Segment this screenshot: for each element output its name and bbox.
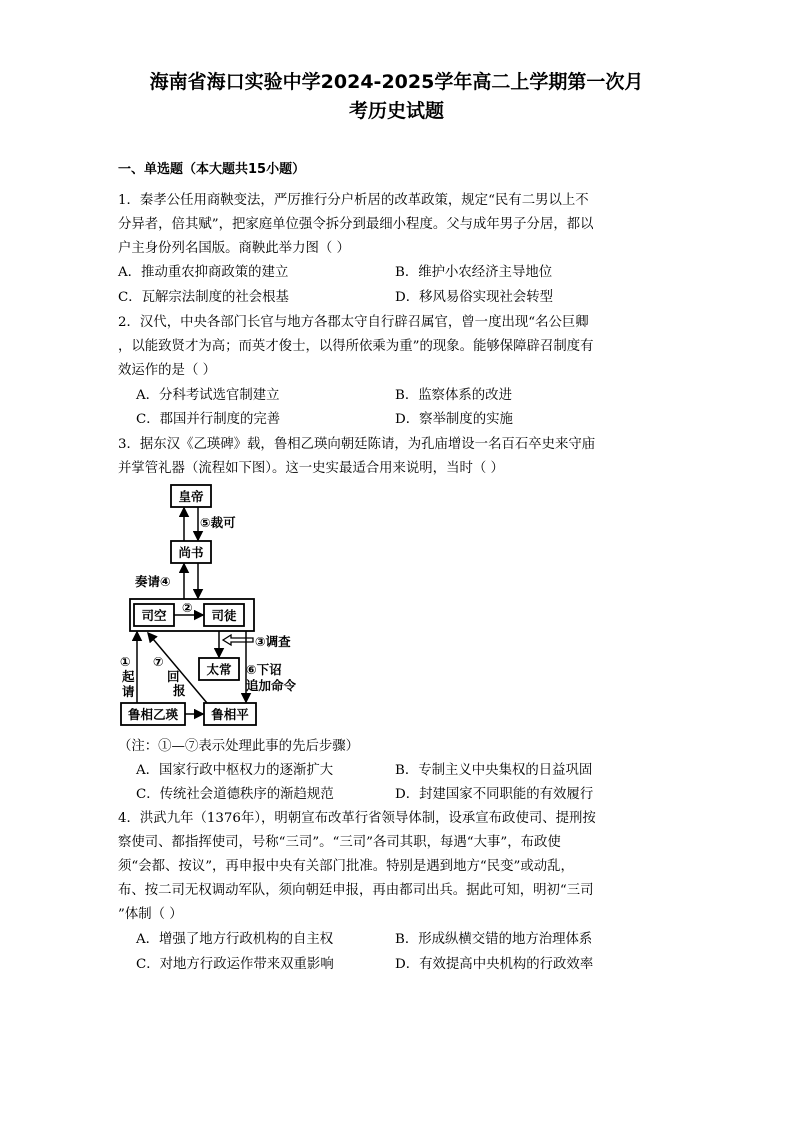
q4-stem-line-3: 须“会都、按议”，再申报中央有关部门批准。特别是遇到地方“民变”或动乱， — [118, 859, 574, 874]
q4-option-d: D．有效提高中央机构的行政效率 — [395, 957, 594, 972]
box-huangdi — [171, 485, 211, 507]
label-step6-a: ⑥下诏 — [246, 662, 282, 677]
label-step5: ⑤裁可 — [200, 515, 236, 530]
label-step1-num: ① — [120, 654, 131, 669]
q3-stem-line-2: 并掌管礼器（流程如下图）。这一史实最适合用来说明，当时（ ） — [118, 461, 504, 476]
label-step1-a: 起 — [122, 669, 135, 684]
label-sikong: 司空 — [141, 608, 167, 623]
label-taichang: 太常 — [206, 662, 232, 677]
q4-stem-line-4: 布、按二司无权调动军队，须向朝廷申报，再由都司出兵。据此可知，明初“三司 — [118, 883, 594, 898]
q3-option-a: A．国家行政中枢权力的逐渐扩大 — [136, 763, 334, 778]
label-step1-b: 请 — [122, 684, 135, 699]
box-shangshu — [171, 541, 211, 563]
label-luxiang-ping: 鲁相平 — [211, 707, 249, 722]
label-luxiang-yiying: 鲁相乙瑛 — [127, 707, 179, 722]
q2-option-b: B．监察体系的改进 — [395, 388, 512, 403]
box-luxiang-yiying — [121, 703, 185, 725]
q4-option-c: C．对地方行政运作带来双重影响 — [136, 957, 334, 972]
q4-stem-line-2: 察使司、都指挥使司，号称“三司”。“三司”各司其职，每遇“大事”，布政使 — [118, 835, 561, 850]
label-shangshu: 尚书 — [178, 545, 204, 560]
q1-stem-line-3: 户主身份列名国版。商鞅此举力图（ ） — [118, 241, 350, 256]
box-taichang — [199, 658, 239, 680]
q2-option-d: D．察举制度的实施 — [395, 412, 513, 427]
q4-option-b: B．形成纵横交错的地方治理体系 — [395, 932, 593, 947]
q4-stem-line-1: 4．洪武九年（1376年），明朝宣布改革行省领导体制，设承宣布政使司、提刑按 — [118, 811, 596, 826]
q1-option-a: A．推动重农抑商政策的建立 — [118, 265, 289, 280]
q2-stem-line-2: ，以能致贤才为高；而英才俊士，以得所依乘为重”的现象。能够保障辟召制度有 — [118, 339, 594, 354]
q2-stem-line-1: 2．汉代，中央各部门长官与地方各郡太守自行辟召属官，曾一度出现“名公巨卿 — [118, 315, 589, 330]
section-heading: 一、单选题（本大题共15小题） — [118, 162, 306, 177]
box-luxiang-ping — [204, 703, 256, 725]
box-situ — [204, 604, 244, 626]
q3-flow-diagram — [115, 482, 315, 732]
q2-option-a: A．分科考试选官制建立 — [136, 388, 280, 403]
q3-stem-line-1: 3．据东汉《乙瑛碑》载，鲁相乙瑛向朝廷陈请，为孔庙增设一名百石卒史来守庙 — [118, 437, 596, 452]
q3-option-b: B．专制主义中央集权的日益巩固 — [395, 763, 593, 778]
label-step4: 奏请④ — [135, 574, 171, 589]
label-situ: 司徒 — [211, 608, 237, 623]
label-step3: ③调查 — [255, 634, 291, 649]
q1-option-c: C．瓦解宗法制度的社会根基 — [118, 290, 289, 305]
q2-option-c: C．郡国并行制度的完善 — [136, 412, 281, 427]
label-huangdi: 皇帝 — [178, 489, 204, 504]
label-step7-b: 报 — [173, 683, 186, 698]
q4-option-a: A．增强了地方行政机构的自主权 — [136, 932, 334, 947]
q1-stem-line-1: 1．秦孝公任用商鞅变法，严厉推行分户析居的改革政策，规定“民有二男以上不 — [118, 193, 589, 208]
q3-option-c: C．传统社会道德秩序的渐趋规范 — [136, 787, 334, 802]
label-step6-b: 追加命令 — [246, 678, 297, 693]
q2-stem-line-3: 效运作的是（ ） — [118, 363, 216, 378]
exam-title-line-2: 考历史试题 — [348, 100, 444, 122]
label-step7-num: ⑦ — [153, 654, 164, 669]
q1-option-b: B．维护小农经济主导地位 — [395, 265, 553, 280]
q3-option-d: D．封建国家不同职能的有效履行 — [395, 787, 594, 802]
arrow-investigate — [223, 635, 253, 645]
q3-note: （注：①—⑦表示处理此事的先后步骤） — [118, 739, 360, 754]
label-step2: ② — [182, 600, 193, 615]
exam-title-line-1: 海南省海口实验中学2024-2025学年高二上学期第一次月 — [149, 71, 644, 93]
q1-option-d: D．移风易俗实现社会转型 — [395, 290, 554, 305]
label-step7-a: 回 — [167, 669, 180, 684]
box-sikong — [134, 604, 174, 626]
q4-stem-line-5: ”体制（ ） — [118, 907, 183, 922]
q1-stem-line-2: 分异者，倍其赋”，把家庭单位强令拆分到最细小程度。父与成年男子分居，都以 — [118, 217, 594, 232]
